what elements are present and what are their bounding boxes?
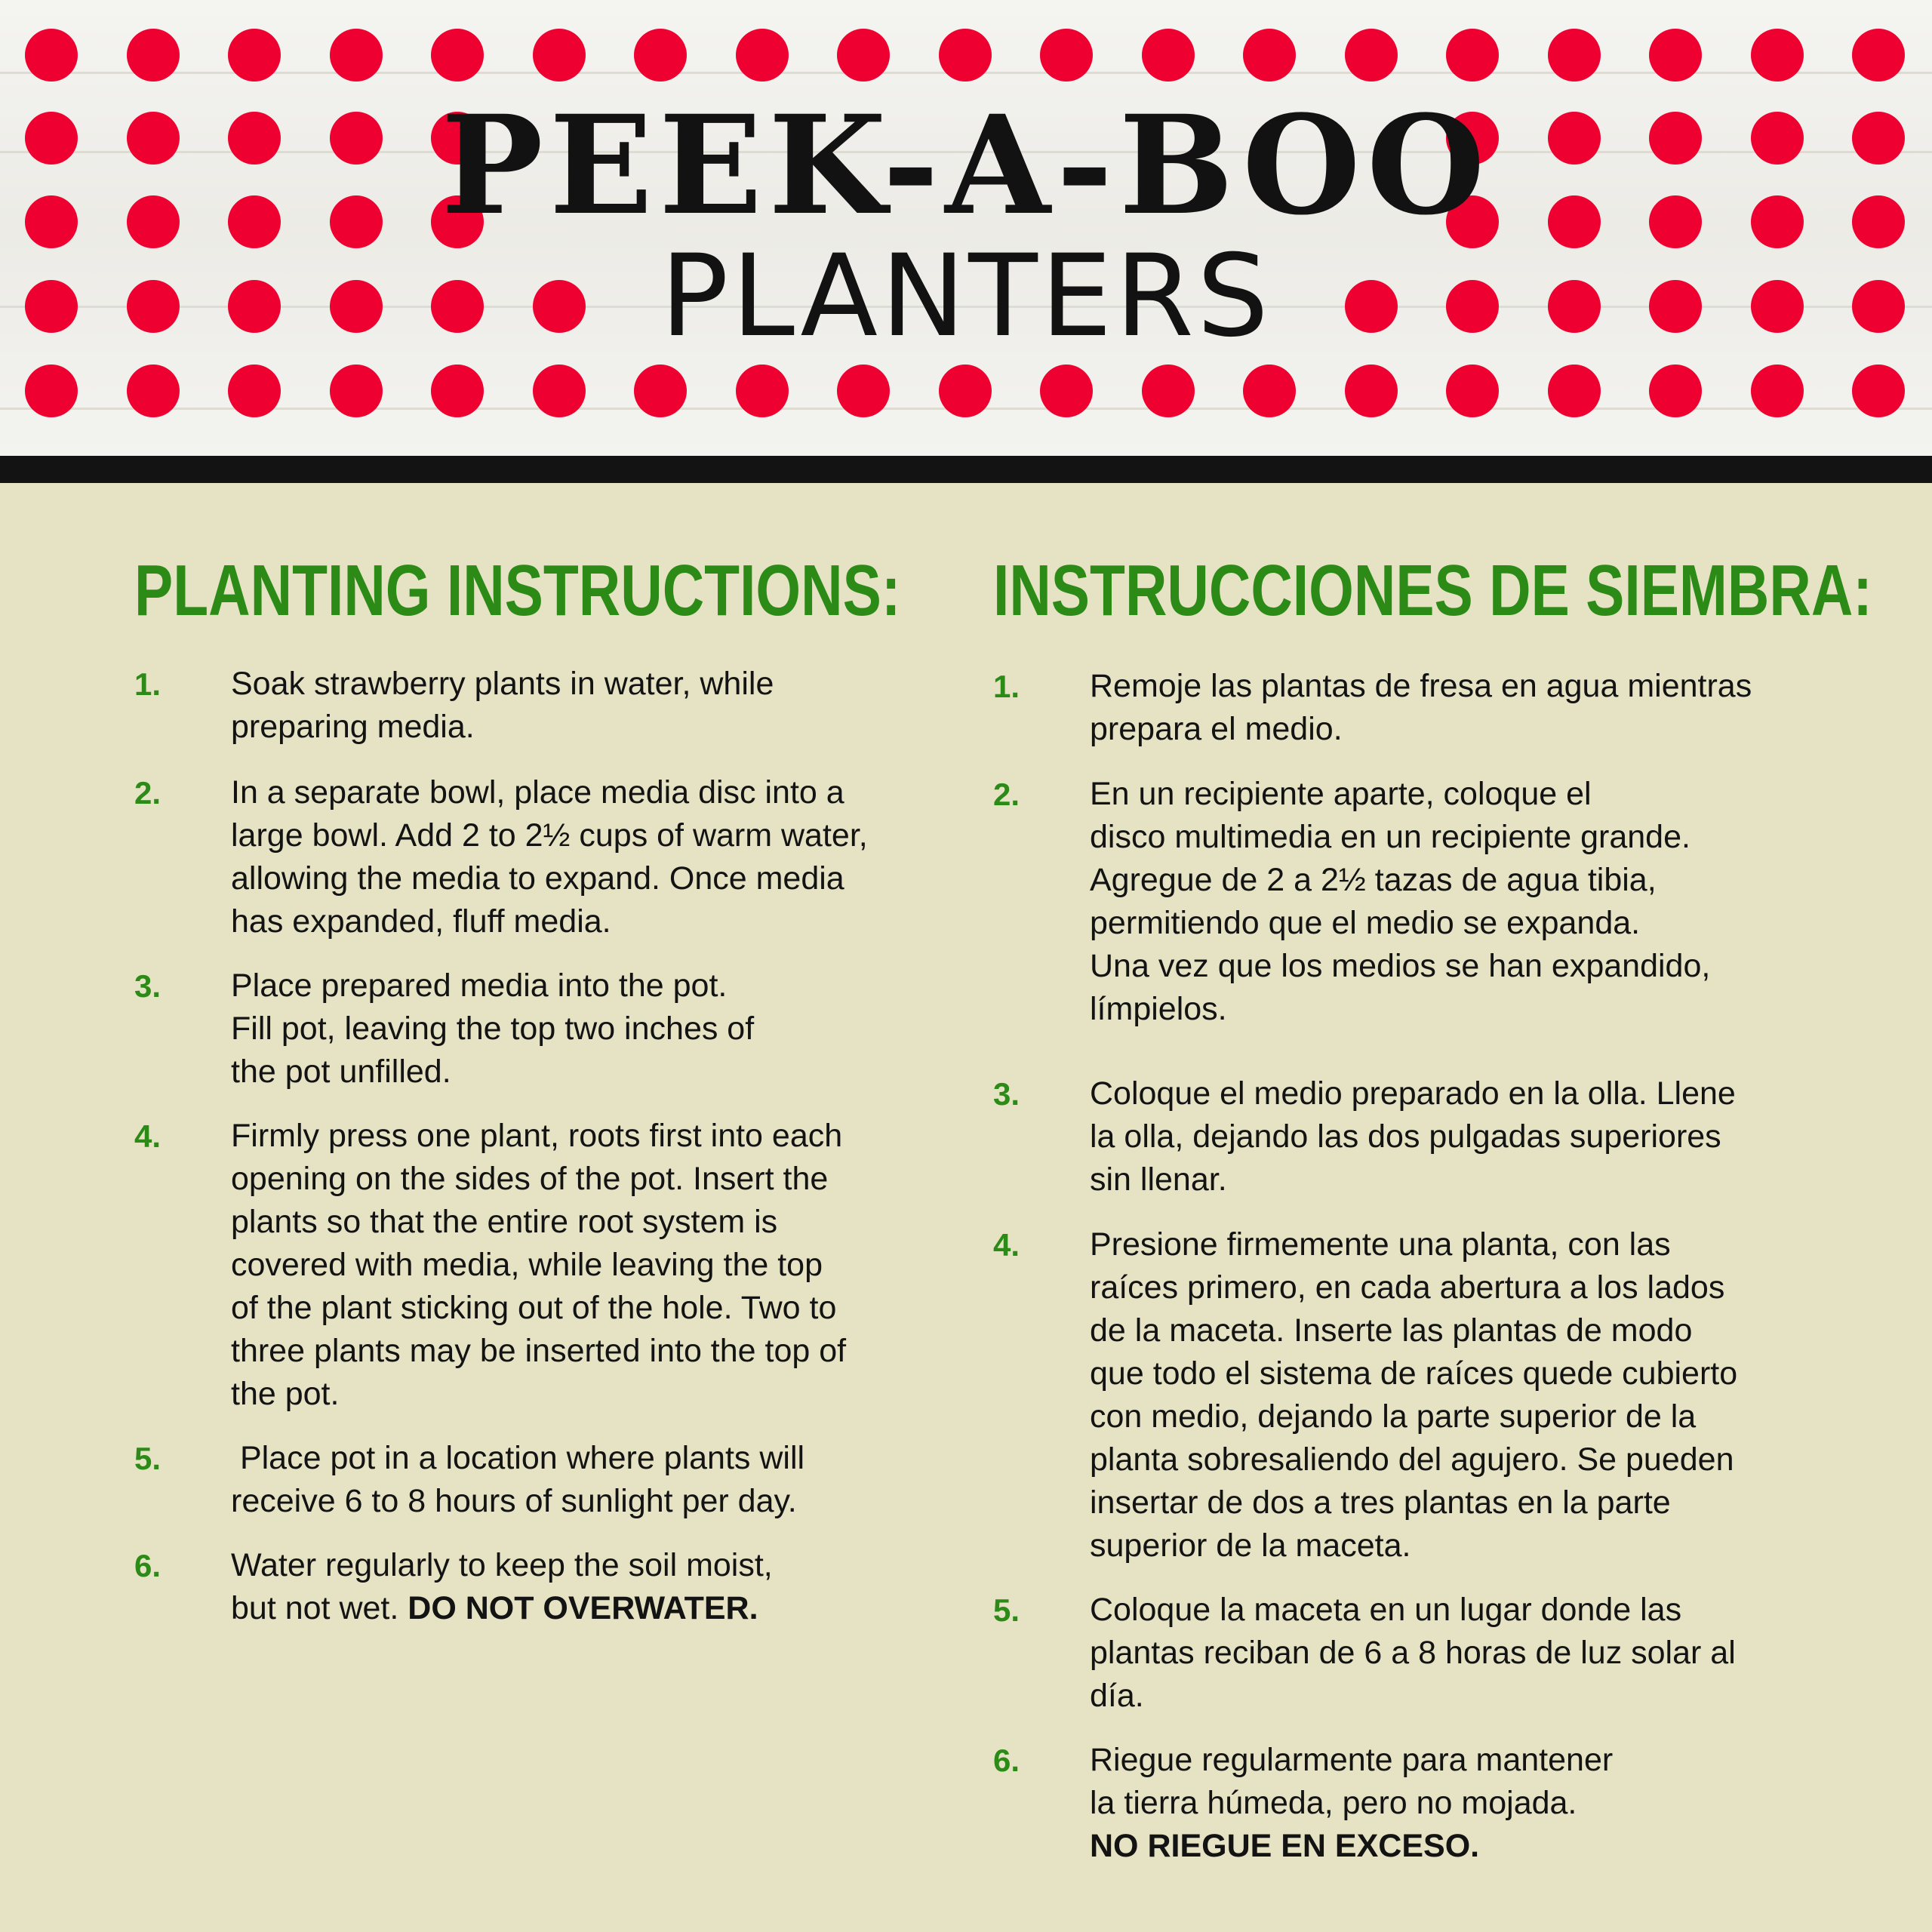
- step-line: receive 6 to 8 hours of sunlight per day.: [231, 1483, 797, 1519]
- polka-dot: [1548, 365, 1601, 417]
- step-text: [1090, 1223, 1852, 1567]
- step-text: [231, 1437, 993, 1523]
- english-heading: PLANTING INSTRUCTIONS:: [134, 550, 901, 631]
- step-line: has expanded, fluff media.: [231, 903, 611, 940]
- polka-dot: [330, 29, 383, 82]
- step-line: la tierra húmeda, pero no mojada.: [1090, 1785, 1577, 1821]
- step-text: [1090, 1739, 1852, 1868]
- step-line: de la maceta. Inserte las plantas de modo: [1090, 1312, 1693, 1349]
- step-line: the pot.: [231, 1376, 340, 1412]
- polka-dot: [1852, 365, 1905, 417]
- polka-dot: [1852, 29, 1905, 82]
- step-number: 5.: [993, 1592, 1020, 1628]
- step-line: large bowl. Add 2 to 2½ cups of warm water,: [231, 817, 868, 854]
- polka-dot: [1649, 29, 1702, 82]
- step-line: sin llenar.: [1090, 1161, 1227, 1198]
- polka-dot: [736, 365, 789, 417]
- step-line: prepara el medio.: [1090, 711, 1343, 747]
- polka-dot: [1142, 29, 1195, 82]
- polka-dot: [1040, 29, 1093, 82]
- step-number: 2.: [993, 777, 1020, 812]
- step-line: Presione firmemente una planta, con las: [1090, 1226, 1671, 1263]
- polka-dot: [533, 29, 586, 82]
- step-number: 4.: [993, 1227, 1020, 1263]
- polka-dot: [634, 365, 687, 417]
- polka-dot: [431, 29, 484, 82]
- step-line: con medio, dejando la parte superior de la: [1090, 1398, 1697, 1435]
- polka-dot: [1040, 365, 1093, 417]
- step-line: que todo el sistema de raíces quede cubierto: [1090, 1355, 1738, 1392]
- step-line: Soak strawberry plants in water, while: [231, 666, 774, 702]
- page-title: PEEK-A-BOO: [441, 86, 1491, 245]
- polka-dot: [1446, 365, 1499, 417]
- step-line: Riegue regularmente para mantener: [1090, 1742, 1614, 1778]
- step-line: Coloque la maceta en un lugar donde las: [1090, 1592, 1682, 1628]
- polka-dot: [431, 365, 484, 417]
- step-text: [1090, 665, 1852, 751]
- step-line: Fill pot, leaving the top two inches of: [231, 1011, 755, 1047]
- step-line: disco multimedia en un recipiente grande.: [1090, 819, 1690, 855]
- step-text: [231, 771, 993, 943]
- warning-text: NO RIEGUE EN EXCESO.: [1090, 1828, 1480, 1864]
- step-line: covered with media, while leaving the top: [231, 1247, 823, 1283]
- step-line: Place prepared media into the pot.: [231, 968, 728, 1004]
- page-subtitle: PLANTERS: [660, 231, 1272, 362]
- polka-dot: [939, 29, 992, 82]
- polka-dot: [533, 365, 586, 417]
- step-line: superior de la maceta.: [1090, 1527, 1411, 1564]
- polka-dot: [127, 365, 180, 417]
- polka-dot: [1751, 365, 1804, 417]
- step-line-start: but not wet.: [231, 1590, 408, 1626]
- step-number: 4.: [134, 1118, 162, 1154]
- step-line: En un recipiente aparte, coloque el: [1090, 776, 1592, 812]
- polka-dot: [1142, 365, 1195, 417]
- step-text: [231, 964, 993, 1094]
- step-number: 2.: [134, 775, 162, 811]
- step-line: opening on the sides of the pot. Insert the: [231, 1161, 829, 1197]
- polka-dot: [939, 365, 992, 417]
- step-line: Remoje las plantas de fresa en agua mientras: [1090, 668, 1752, 704]
- step-line: día.: [1090, 1678, 1144, 1714]
- polka-dot: [1649, 365, 1702, 417]
- polka-dot: [25, 29, 78, 82]
- step-text: [1090, 773, 1852, 1031]
- polka-dot: [1243, 29, 1296, 82]
- step-line: la olla, dejando las dos pulgadas superiores: [1090, 1118, 1721, 1155]
- polka-dot: [736, 29, 789, 82]
- polka-dot: [228, 29, 281, 82]
- polka-dot: [25, 365, 78, 417]
- polka-dot: [837, 365, 890, 417]
- step-number: 3.: [993, 1076, 1020, 1112]
- step-text: [231, 1544, 993, 1630]
- polka-dot: [1548, 29, 1601, 82]
- polka-dot: [1345, 29, 1398, 82]
- step-line: [231, 1587, 993, 1630]
- step-line: Firmly press one plant, roots first into each: [231, 1118, 843, 1154]
- step-line: Una vez que los medios se han expandido,: [1090, 948, 1711, 984]
- step-line: límpielos.: [1090, 991, 1227, 1027]
- step-text: [231, 663, 993, 749]
- step-text: [231, 1115, 993, 1416]
- step-line: raíces primero, en cada abertura a los lados: [1090, 1269, 1725, 1306]
- step-number: 1.: [993, 669, 1020, 704]
- warning-text: DO NOT OVERWATER.: [408, 1590, 758, 1626]
- step-text: [1090, 1072, 1852, 1201]
- step-line: In a separate bowl, place media disc into a: [231, 774, 844, 811]
- step-line: plants so that the entire root system is: [231, 1204, 778, 1240]
- step-line: Coloque el medio preparado en la olla. Llene: [1090, 1075, 1736, 1112]
- step-line: Water regularly to keep the soil moist,: [231, 1547, 773, 1583]
- step-line: permitiendo que el medio se expanda.: [1090, 905, 1641, 941]
- polka-dot: [634, 29, 687, 82]
- step-number: 3.: [134, 968, 162, 1004]
- step-number: 1.: [134, 666, 162, 702]
- step-line: preparing media.: [231, 709, 475, 745]
- polka-dot: [1751, 29, 1804, 82]
- polka-dot: [1345, 365, 1398, 417]
- header-banner: [0, 0, 1932, 456]
- polka-dot: [1243, 365, 1296, 417]
- step-line: three plants may be inserted into the top of: [231, 1333, 847, 1369]
- step-line: Agregue de 2 a 2½ tazas de agua tibia,: [1090, 862, 1657, 898]
- step-line: plantas reciban de 6 a 8 horas de luz solar al: [1090, 1635, 1736, 1671]
- polka-dot: [127, 29, 180, 82]
- polka-dot: [837, 29, 890, 82]
- step-line: of the plant sticking out of the hole. Two to: [231, 1290, 837, 1326]
- polka-dot: [228, 365, 281, 417]
- divider-bar: [0, 456, 1932, 483]
- step-line: planta sobresaliendo del agujero. Se pueden: [1090, 1441, 1734, 1478]
- step-number: 6.: [993, 1743, 1020, 1778]
- step-number: 6.: [134, 1548, 162, 1583]
- polka-dot: [330, 365, 383, 417]
- step-line: the pot unfilled.: [231, 1054, 451, 1090]
- polka-dot: [1446, 29, 1499, 82]
- spanish-heading: INSTRUCCIONES DE SIEMBRA:: [993, 550, 1872, 631]
- step-number: 5.: [134, 1441, 162, 1476]
- step-text: [1090, 1589, 1852, 1718]
- step-line: insertar de dos a tres plantas en la parte: [1090, 1484, 1671, 1521]
- step-line: Place pot in a location where plants will: [231, 1440, 805, 1476]
- step-line: allowing the media to expand. Once media: [231, 860, 844, 897]
